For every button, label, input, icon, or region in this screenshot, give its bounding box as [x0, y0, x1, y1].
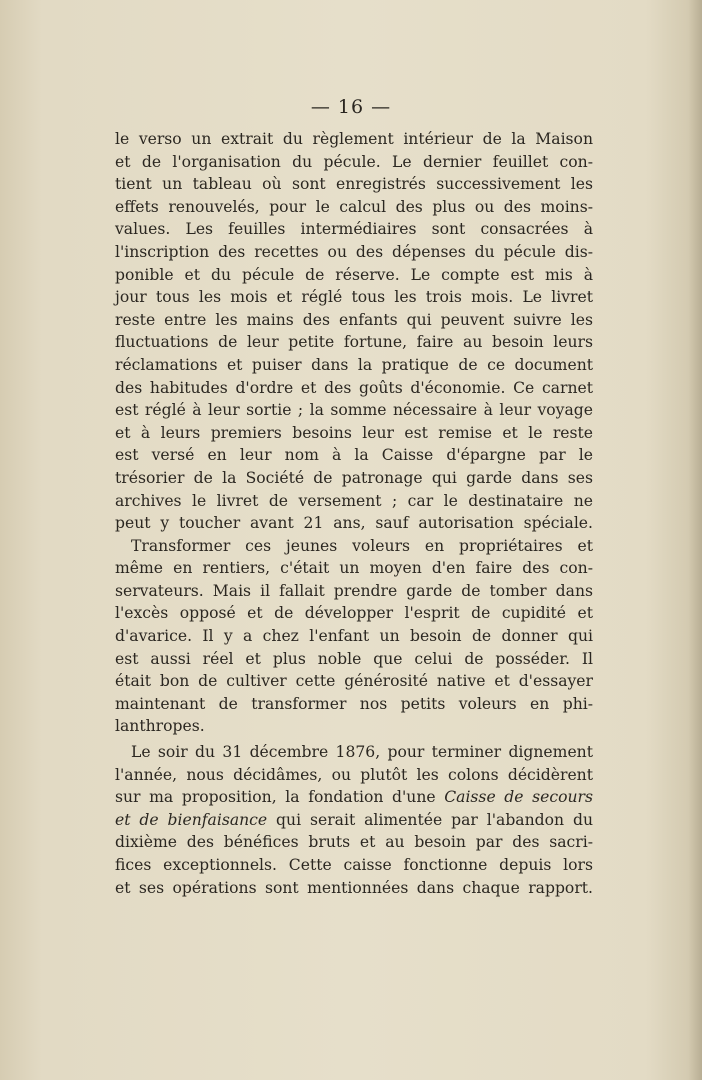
body-text: [115, 128, 593, 899]
text-line: Le soir du 31 décembre 1876, pour terminer dignement: [131, 743, 593, 762]
text-line: est versé en leur nom à la Caisse d'épargne par le: [115, 446, 593, 465]
page-number: — 16 —: [310, 96, 392, 118]
text-line: fluctuations de leur petite fortune, faire au besoin leurs: [115, 333, 593, 352]
text-line: trésorier de la Société de patronage qui garde dans ses: [115, 468, 593, 487]
text-line: le verso un extrait du règlement intérieur de la Maison: [115, 130, 593, 148]
text-line: réclamations et puiser dans la pratique de ce document: [115, 355, 593, 374]
text-line: l'inscription des recettes ou des dépenses du pécule dis-: [115, 242, 593, 261]
text-line: même en rentiers, c'était un moyen d'en faire des con-: [115, 559, 593, 578]
text-line: values. Les feuilles intermédiaires sont consacrées à: [115, 220, 593, 239]
paragraph-3: [115, 741, 593, 899]
text-line: maintenant de transformer nos petits voleurs en phi-: [115, 694, 593, 713]
text-line: et à leurs premiers besoins leur est remise et le reste: [115, 423, 593, 442]
text-line: reste entre les mains des enfants qui peuvent suivre les: [115, 310, 593, 329]
text-line: tient un tableau où sont enregistrés successivement les: [115, 175, 593, 194]
text-line: effets renouvelés, pour le calcul des plus ou des moins-: [115, 197, 593, 216]
text-line: l'excès opposé et de développer l'esprit de cupidité et: [115, 604, 593, 623]
text-line: peut y toucher avant 21 ans, sauf autorisation spéciale.: [115, 514, 593, 533]
text-line: était bon de cultiver cette générosité native et d'essayer: [115, 672, 593, 691]
text-line: d'avarice. Il y a chez l'enfant un besoin de donner qui: [115, 627, 593, 646]
text-line: ponible et du pécule de réserve. Le compte est mis à: [115, 265, 593, 284]
text-line: jour tous les mois et réglé tous les trois mois. Le livret: [115, 288, 593, 307]
text-segment: qui serait alimentée par l'abandon du: [267, 810, 593, 829]
italic-phrase: Caisse de secours: [444, 788, 593, 807]
text-segment: sur ma proposition, la fondation d'une: [115, 788, 445, 807]
paragraph-1: [115, 128, 593, 535]
text-line: [115, 809, 593, 832]
text-line: fices exceptionnels. Cette caisse fonctionne depuis lors: [115, 856, 593, 874]
text-line: servateurs. Mais il fallait prendre garde de tomber dans: [115, 581, 593, 600]
text-line: Transformer ces jeunes voleurs en propriétaires et: [131, 536, 593, 555]
page-spine-shadow: [688, 0, 702, 1080]
italic-phrase: et de bienfaisance: [115, 810, 268, 829]
text-line: lanthropes.: [115, 717, 205, 736]
text-line: archives le livret de versement ; car le destinataire ne: [115, 491, 593, 510]
text-line: dixième des bénéfices bruts et au besoin par des sacri-: [115, 833, 593, 852]
text-line: [115, 786, 593, 809]
text-line: est aussi réel et plus noble que celui de posséder. Il: [115, 649, 593, 668]
text-line: est réglé à leur sortie ; la somme nécessaire à leur voyage: [115, 401, 593, 420]
text-line: des habitudes d'ordre et des goûts d'économie. Ce carnet: [115, 378, 593, 397]
text-line: l'année, nous décidâmes, ou plutôt les colons décidèrent: [115, 765, 593, 784]
text-line: et de l'organisation du pécule. Le dernier feuillet con-: [115, 152, 593, 171]
text-line: et ses opérations sont mentionnées dans chaque rapport.: [115, 878, 593, 897]
paragraph-2: [115, 535, 593, 738]
